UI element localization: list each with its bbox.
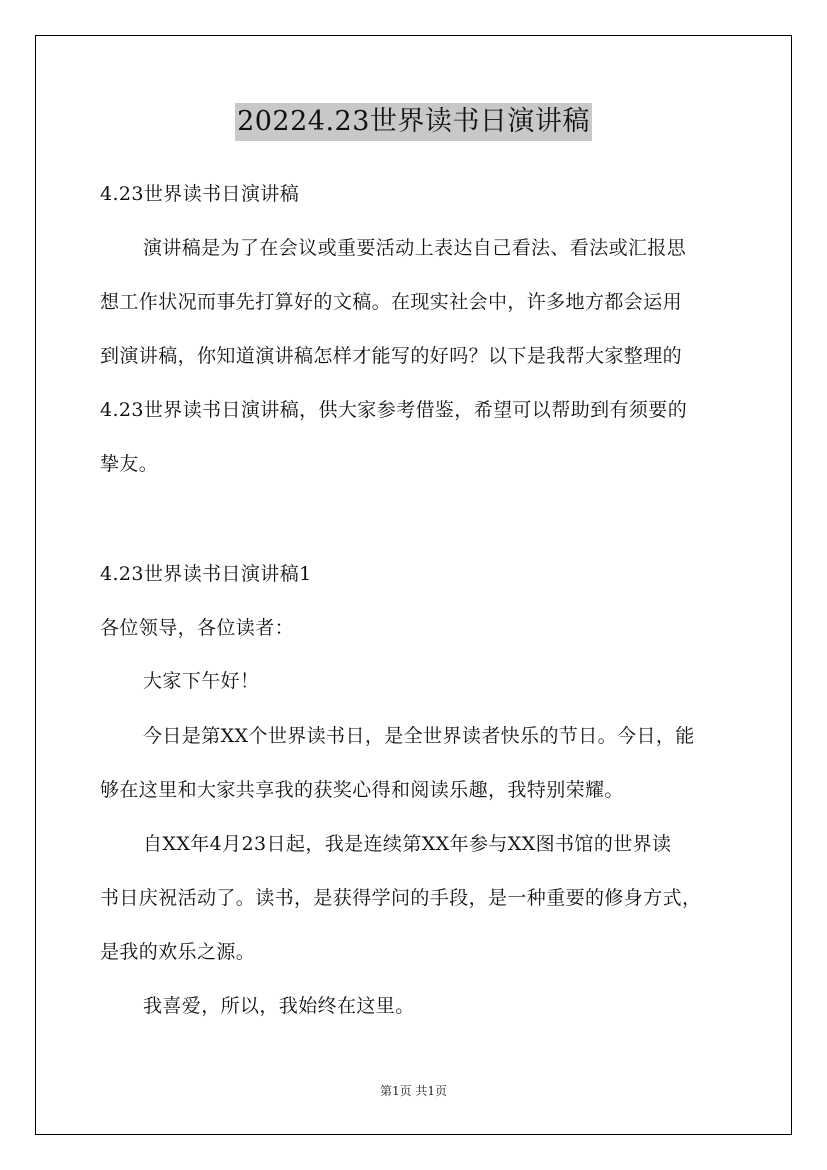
speech-heading: 4.23世界读书日演讲稿1: [100, 563, 312, 585]
paragraph-line: 想工作状况而事先打算好的文稿。在现实社会中，许多地方都会运用: [100, 291, 683, 313]
paragraph-line: 到演讲稿，你知道演讲稿怎样才能写的好吗？以下是我帮大家整理的: [100, 345, 683, 367]
salutation: 各位领导，各位读者：: [100, 617, 295, 639]
paragraph-line: 书日庆祝活动了。读书，是获得学问的手段，是一种重要的修身方式，: [100, 887, 702, 909]
paragraph-line: 今日是第XX个世界读书日，是全世界读者快乐的节日。今日，能: [143, 725, 695, 747]
title-area: [0, 103, 827, 141]
paragraph-line: 4.23世界读书日演讲稿，供大家参考借鉴，希望可以帮助到有须要的: [100, 399, 688, 421]
document-title: 20224.23世界读书日演讲稿: [235, 103, 592, 141]
greeting: 大家下午好！: [143, 670, 260, 692]
paragraph-line: 自XX年4月23日起，我是连续第XX年参与XX图书馆的世界读: [143, 833, 672, 855]
paragraph-line: 我喜爱，所以，我始终在这里。: [143, 995, 415, 1017]
section-heading: 4.23世界读书日演讲稿: [100, 183, 300, 205]
paragraph-line: 是我的欢乐之源。: [100, 941, 256, 963]
paragraph-line: 挚友。: [100, 453, 159, 475]
paragraph-line: 够在这里和大家共享我的获奖心得和阅读乐趣，我特别荣耀。: [100, 779, 624, 801]
paragraph-line: 演讲稿是为了在会议或重要活动上表达自己看法、看法或汇报思: [143, 237, 687, 259]
page-footer: 第1页 共1页: [379, 1084, 448, 1098]
